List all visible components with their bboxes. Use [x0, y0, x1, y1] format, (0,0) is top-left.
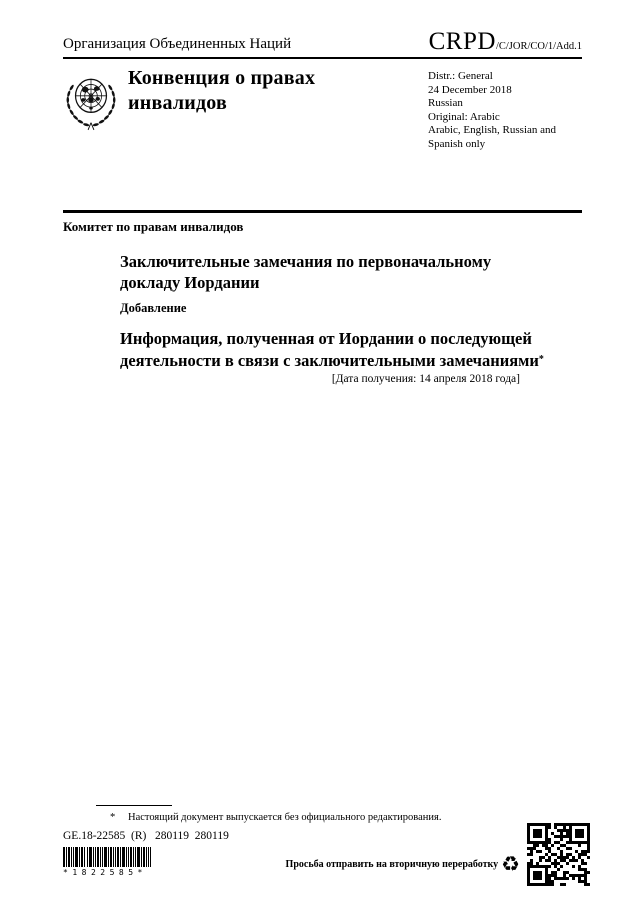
addendum-label: Добавление — [120, 301, 187, 315]
footnote-reference-marker: * — [538, 354, 544, 365]
recycle-notice-text: Просьба отправить на вторичную переработку — [285, 859, 499, 870]
languages-note-line2: Spanish only — [428, 137, 486, 150]
languages-note-line1: Arabic, English, Russian and — [428, 124, 557, 136]
page-header — [63, 28, 582, 56]
distr-line: Distr.: General — [428, 70, 493, 82]
report-title-line1: Заключительные замечания по первоначальному — [120, 252, 492, 271]
document-symbol-main: CRPD — [428, 28, 496, 55]
un-emblem-icon — [62, 70, 120, 134]
followup-info-title — [120, 328, 544, 371]
convention-title-line1: Конвенция о правах — [128, 67, 316, 89]
language-line: Russian — [428, 97, 463, 109]
followup-info-title-line2 — [120, 349, 544, 371]
document-symbol-suffix: /C/JOR/CO/1/Add.1 — [495, 41, 582, 52]
date-received: [Дата получения: 14 апреля 2018 года] — [331, 373, 520, 385]
original-line: Original: Arabic — [428, 110, 500, 123]
followup-info-title-text: деятельности в связи с заключительными замечаниями — [120, 351, 539, 370]
section-divider — [63, 210, 582, 213]
committee-name: Комитет по правам инвалидов — [63, 219, 244, 234]
ge-document-number: GE.18-22585 (R) 280119 280119 — [63, 830, 229, 842]
date-line: 24 December 2018 — [428, 83, 512, 96]
distribution-info — [428, 70, 556, 151]
report-title — [120, 251, 491, 293]
recycle-notice — [0, 854, 520, 875]
footnote-marker: * — [110, 812, 116, 823]
qr-code — [527, 823, 590, 886]
header-divider — [63, 57, 582, 59]
followup-info-title-line1: Информация, полученная от Иордании о последующей — [120, 329, 532, 348]
report-title-line2: докладу Иордании — [120, 273, 260, 292]
document-symbol — [429, 28, 582, 56]
convention-title-line2: инвалидов — [128, 92, 227, 114]
footnote-divider — [96, 805, 172, 806]
barcode-text: *1822585* — [63, 868, 147, 877]
un-org-name: Организация Объединенных Наций — [63, 36, 292, 52]
convention-title — [128, 66, 315, 116]
recycle-icon: ♻ — [501, 852, 520, 876]
footnote-text: Настоящий документ выпускается без официального редактирования. — [128, 812, 442, 823]
footnote — [96, 812, 441, 823]
